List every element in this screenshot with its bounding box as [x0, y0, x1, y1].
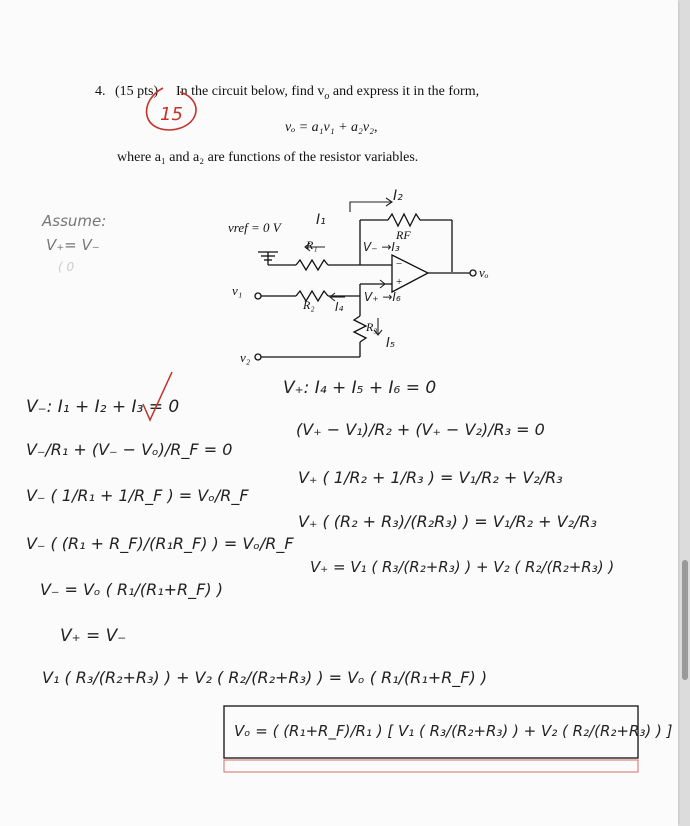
right-work-line-2: (V₊ − V₁)/R₂ + (V₊ − V₂)/R₃ = 0 — [296, 420, 545, 439]
opamp-plus: + — [396, 276, 403, 288]
assume-heading: Assume: — [42, 212, 107, 230]
problem-points: (15 pts) — [115, 84, 159, 99]
assume-condition: V₊= V₋ — [46, 236, 100, 254]
v1-label: v₁ — [232, 283, 243, 298]
right-work-line-1: V₊: I₄ + I₅ + I₆ = 0 — [283, 378, 437, 398]
r1-label: R₁ — [306, 238, 318, 252]
vo-label: vₒ — [479, 265, 489, 280]
problem-prompt: In the circuit below, find $v_o$ and express it in the form, — [176, 84, 480, 102]
left-work-line-3: V₋ ( 1/R₁ + 1/R_F ) = Vₒ/R_F — [26, 486, 249, 505]
left-work-line-1: V₋: I₁ + I₂ + I₃ = 0 — [26, 397, 180, 417]
opamp-minus: − — [396, 258, 403, 270]
where-text: where a₁ and a₂ are functions of the resistor variables. — [117, 150, 419, 165]
i2-label: I₂ — [393, 188, 403, 204]
right-work-line-4: V₊ ( (R₂ + R₃)/(R₂R₃) ) = V₁/R₂ + V₂/R₃ — [298, 512, 597, 531]
assume-faint-note: ( 0 — [58, 260, 75, 274]
left-work-line-5: V₋ = Vₒ ( R₁/(R₁+R_F) ) — [40, 580, 223, 599]
i3-label: V₋ →I₃ — [363, 240, 400, 254]
r3-label: R₃ — [366, 320, 378, 334]
red-underline-box — [224, 760, 638, 772]
final-answer: Vₒ = ( (R₁+R_F)/R₁ ) [ V₁ ( R₃/(R₂+R₃) ) + V₂ ( R₂/(R₂+R₃) ) ] — [234, 722, 673, 740]
right-work-line-5: V₊ = V₁ ( R₃/(R₂+R₃) ) + V₂ ( R₂/(R₂+R₃) ) — [310, 558, 615, 576]
i4-label: I₄ — [335, 300, 344, 314]
bottom-work-equality: V₊ = V₋ — [60, 626, 127, 646]
right-work-line-3: V₊ ( 1/R₂ + 1/R₃ ) = V₁/R₂ + V₂/R₃ — [298, 468, 563, 487]
left-work-line-4: V₋ ( (R₁ + R_F)/(R₁R_F) ) = Vₒ/R_F — [26, 534, 294, 553]
rf-label: RF — [396, 228, 411, 242]
v2-label: v₂ — [240, 350, 251, 365]
i6-label: V₊ →I₆ — [364, 290, 401, 304]
bottom-work-combined: V₁ ( R₃/(R₂+R₃) ) + V₂ ( R₂/(R₂+R₃) ) = Vₒ ( R₁/(R₁+R_F) ) — [42, 668, 488, 687]
i1-label: I₁ — [316, 212, 326, 228]
grade-score: 15 — [160, 104, 183, 125]
i5-label: I₅ — [386, 336, 396, 351]
left-work-line-2: V₋/R₁ + (V₋ − Vₒ)/R_F = 0 — [26, 440, 233, 459]
form-equation: vₒ = a₁v₁ + a₂v₂, — [285, 120, 378, 135]
r2-label: R₂ — [303, 298, 315, 312]
problem-number: 4. — [95, 84, 106, 99]
vref-label: vref = 0 V — [228, 220, 281, 235]
